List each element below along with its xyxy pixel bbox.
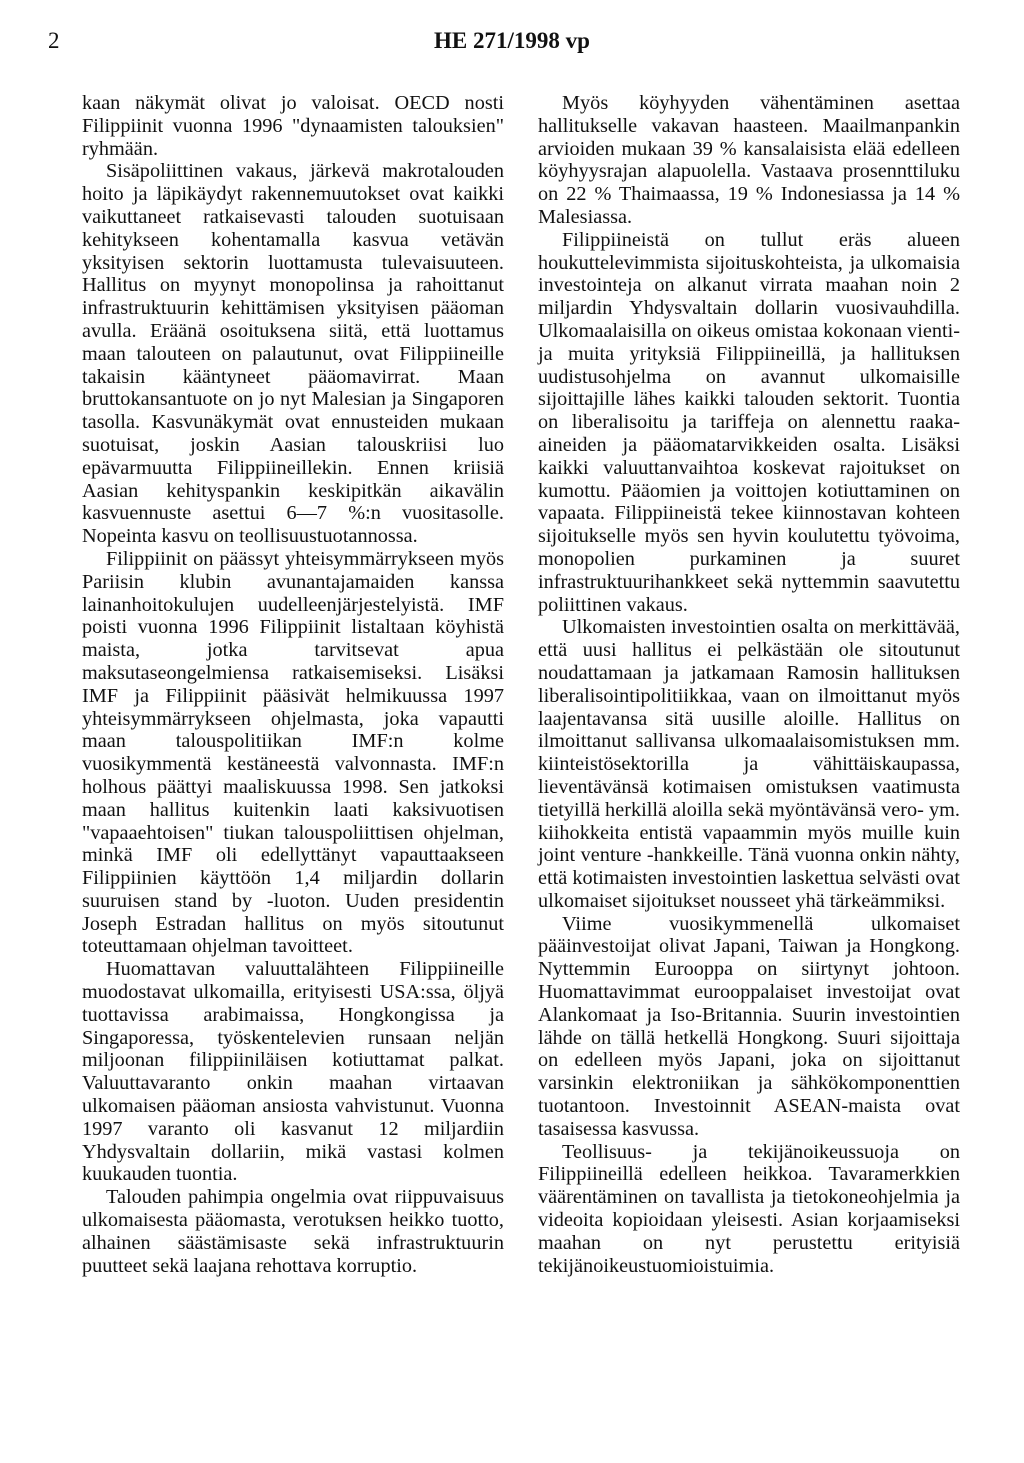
paragraph: Myös köyhyyden vähentäminen asettaa hallitukselle vakavan haasteen. Maailmanpankin arvioiden mukaan 39 % kansalaisista elää edelleen köyhyysrajan alapuolella. Vastaava prosennttiluku on 22 % Thaimaassa, 19 % Indonesiassa ja 14 % Malesiassa. bbox=[538, 92, 960, 228]
paragraph: Ulkomaisten investointien osalta on merkittävää, että uusi hallitus ei pelkästään ole sitoutunut noudattamaan ja jatkamaan Ramosin hallituksen liberalisointipolitiikkaa, vaan on ilmoittanut myös laajentavansa sitä uusille aloille. Hallitus on ilmoittanut sallivansa ulkomaalaisomistuksen mm. kiinteistösektorilla ja vähittäiskaupassa, lieventävänsä kotimaisen omistuksen vaatimusta tietyillä herkillä aloilla sekä myöntävänsä vero- ym. kiihokkeita entistä vapaammin myös muille kuin joint venture -hankkeille. Tänä vuonna onkin nähty, että kotimaisten investointien laskettua selvästi ovat ulkomaiset sijoitukset nousseet yhä tärkeämmiksi. bbox=[538, 616, 960, 912]
paragraph: Sisäpoliittinen vakaus, järkevä makrotalouden hoito ja läpikäydyt rakennemuutokset ovat kaikki vaikuttaneet ratkaisevasti talouden suotuisaan kehitykseen kohentamalla kasvua vetävän yksityisen sektorin luottamusta tulevaisuuteen. Hallitus on myynyt monopolinsa ja rahoittanut infrastruktuurin kehittämisen yksityisen pääoman avulla. Eräänä osoituksena siitä, että luottamus maan talouteen on palautunut, ovat Filippiineille takaisin kääntyneet pääomavirrat. Maan bruttokansantuote on jo nyt Malesian ja Singaporen tasolla. Kasvunäkymät ovat ennusteiden mukaan suotuisat, joskin Aasian talouskriisi luo epävarmuutta Filippiineillekin. Ennen kriisiä Aasian kehityspankin keskipitkän aikavälin kasvuennuste asettui 6—7 %:n vuositasolle. Nopeinta kasvu on teollisuustuotannossa. bbox=[82, 160, 504, 548]
paragraph: Filippiineistä on tullut eräs alueen houkuttelevimmista sijoituskohteista, ja ulkomaisia investointeja on alkanut virrata maahan noin 2 miljardin Yhdysvaltain dollarin vuosivauhdilla. Ulkomaalaisilla on oikeus omistaa kokonaan vienti- ja muita yrityksiä Filippiineillä, ja hallituksen uudistusohjelma on avannut ulkomaisille sijoittajille lähes kaikki talouden sektorit. Tuontia on liberalisoitu ja tariffeja on alennettu raaka-aineiden ja pääomatarvikkeiden osalta. Lisäksi kaikki valuuttanvaihtoa koskevat rajoitukset on kumottu. Pääomien ja voittojen kotiuttaminen on vapaata. Filippiineistä tekee kiinnostavan kohteen sijoitukselle myös sen hyvin koulutettu työvoima, monopolien purkaminen ja suuret infrastruktuurihankkeet sekä nyttemmin saavutettu poliittinen vakaus. bbox=[538, 228, 960, 616]
paragraph: kaan näkymät olivat jo valoisat. OECD nosti Filippiinit vuonna 1996 "dynaamisten talouksien" ryhmään. bbox=[82, 92, 504, 160]
paragraph: Filippiinit on päässyt yhteisymmärrykseen myös Pariisin klubin avunantajamaiden kanssa lainanhoitokulujen uudelleenjärjestelyistä. IMF poisti vuonna 1996 Filippiinit listaltaan köyhistä maista, jotka tarvitsevat apua maksutaseongelmiensa ratkaisemiseksi. Lisäksi IMF ja Filippiinit pääsivät helmikuussa 1997 yhteisymmärrykseen ohjelmasta, joka vapautti maan talouspolitiikan IMF:n kolme vuosikymmentä kestäneestä valvonnasta. IMF:n holhous päättyi maaliskuussa 1998. Sen jatkoksi maan hallitus kuitenkin laati kaksivuotisen "vapaaehtoisen" tiukan talouspoliittisen ohjelman, minkä IMF oli edellyttänyt vapauttaakseen Filippiinien käyttöön 1,4 miljardin dollarin suuruisen stand by -luoton. Uuden presidentin Joseph Estradan hallitus on myös sitoutunut toteuttamaan ohjelman tavoitteet. bbox=[82, 547, 504, 958]
left-column bbox=[82, 92, 504, 1277]
paragraph: Teollisuus- ja tekijänoikeussuoja on Filippiineillä edelleen heikkoa. Tavaramerkkien väärentäminen on tavallista ja tietokoneohjelmia ja videoita kopioidaan yleisesti. Asian korjaamiseksi maahan on nyt perustettu erityisiä tekijänoikeustuomioistuimia. bbox=[538, 1140, 960, 1277]
right-column bbox=[538, 92, 960, 1277]
paragraph: Talouden pahimpia ongelmia ovat riippuvaisuus ulkomaisesta pääomasta, verotuksen heikko tuotto, alhainen säästämisaste sekä infrastruktuurin puutteet sekä laajana rehottava korruptio. bbox=[82, 1186, 504, 1277]
paragraph: Viime vuosikymmenellä ulkomaiset pääinvestoijat olivat Japani, Taiwan ja Hongkong. Nyttemmin Eurooppa on siirtynyt johtoon. Huomattavimmat eurooppalaiset investoijat ovat Alankomaat ja Iso-Britannia. Suurin investointien lähde on tällä hetkellä Hongkong. Suuri sijoittaja on edelleen myös Japani, joka on sijoittanut varsinkin elektroniikan ja sähkökomponenttien tuotantoon. Investoinnit ASEAN-maista ovat tasaisessa kasvussa. bbox=[538, 912, 960, 1140]
document-id: HE 271/1998 vp bbox=[434, 28, 590, 53]
page-number: 2 bbox=[48, 28, 60, 53]
paragraph: Huomattavan valuuttalähteen Filippiineille muodostavat ulkomailla, erityisesti USA:ssa, öljyä tuottavissa arabimaissa, Hongkongissa ja Singaporessa, työskentelevien runsaan neljän miljoonan filippiiniläisen kotiuttamat palkat. Valuuttavaranto onkin maahan virtaavan ulkomaisen pääoman ansiosta vahvistunut. Vuonna 1997 varanto oli kasvanut 12 miljardiin Yhdysvaltain dollariin, mikä vastasi kolmen kuukauden tuontia. bbox=[82, 958, 504, 1186]
